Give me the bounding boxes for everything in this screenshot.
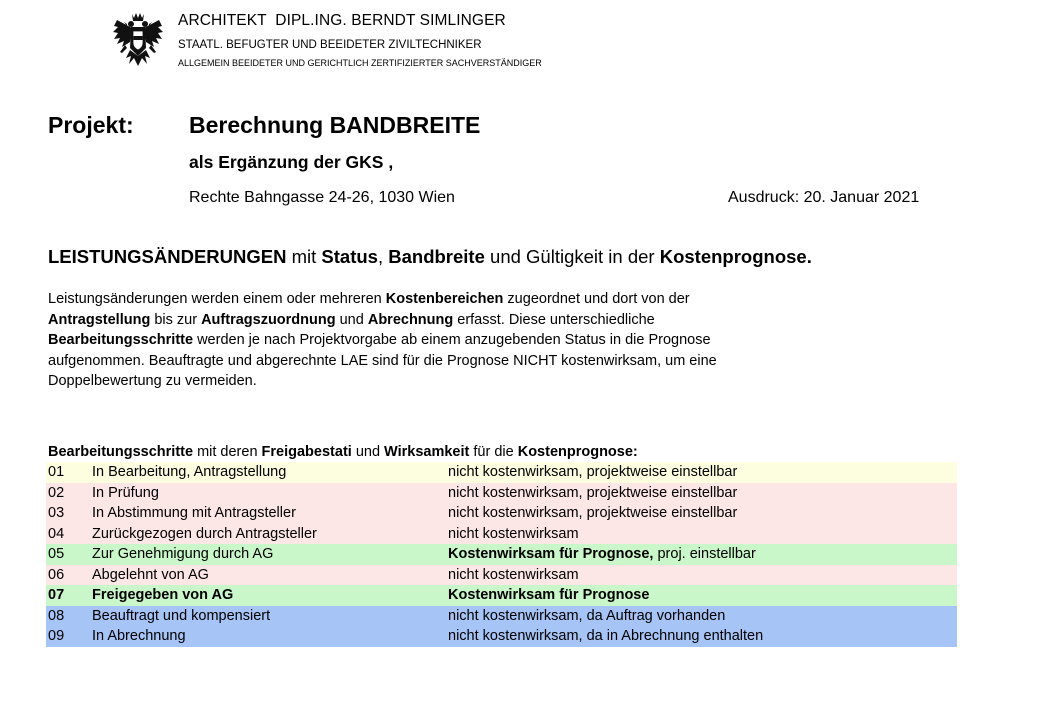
heading-part: Kostenprognose. [659,246,812,267]
status-effect: nicht kostenwirksam, projektweise einstellbar [448,505,738,521]
status-effect: nicht kostenwirksam [448,566,579,583]
heading-part: Bandbreite [388,246,485,267]
status-code: 06 [48,566,65,583]
project-label: Projekt: [48,112,134,138]
heading-part: LEISTUNGSÄNDERUNGEN [48,246,287,267]
letterhead-certification: ALLGEMEIN BEEIDETER UND GERICHTLICH ZERTIFIZIERTER SACHVERSTÄNDIGER [178,58,542,68]
status-code: 03 [48,505,65,521]
heading-part: , [377,246,389,267]
status-effect: nicht kostenwirksam, da Auftrag vorhanden [448,607,726,624]
status-row [46,626,957,647]
project-title: Berechnung BANDBREITE [189,112,481,138]
status-code: 04 [48,525,65,542]
status-code: 05 [48,546,65,562]
status-code: 01 [48,464,65,480]
status-table [46,462,957,647]
status-label: Abgelehnt von AG [92,566,209,583]
status-row [46,503,957,524]
heading-part: Status [321,246,378,267]
heading-part: mit [286,246,322,267]
project-subtitle: als Ergänzung der GKS , [189,152,394,172]
description-line: Leistungsänderungen werden einem oder mehreren Kostenbereichen zugeordnet und dort von der [48,291,690,307]
description-line: aufgenommen. Beauftragte und abgerechnte LAE sind für die Prognose NICHT kostenwirksam, um eine [48,352,717,369]
status-row [46,483,957,504]
status-effect: Kostenwirksam für Prognose, proj. einstellbar [448,546,756,562]
status-code: 08 [48,607,65,624]
status-label: Zurückgezogen durch Antragsteller [92,525,317,542]
description-paragraph [48,289,1028,392]
status-label: In Abrechnung [92,628,186,644]
letterhead-name: ARCHITEKT DIPL.ING. BERNDT SIMLINGER [178,12,506,29]
status-row [46,544,957,565]
status-label: Freigegeben von AG [92,587,234,603]
austrian-eagle-icon [113,12,163,68]
description-line: Doppelbewertung zu vermeiden. [48,373,257,389]
status-row [46,585,957,606]
description-line: Antragstellung bis zur Auftragszuordnung und Abrechnung erfasst. Diese unterschiedliche [48,311,655,328]
status-label: Zur Genehmigung durch AG [92,546,274,562]
project-address: Rechte Bahngasse 24-26, 1030 Wien [189,189,455,206]
status-label: In Abstimmung mit Antragsteller [92,505,296,521]
letterhead-title: STAATL. BEFUGTER UND BEEIDETER ZIVILTECHNIKER [178,39,482,51]
status-row [46,565,957,586]
status-row [46,462,957,483]
status-label: Beauftragt und kompensiert [92,607,271,624]
status-code: 07 [48,587,65,603]
status-row [46,606,957,627]
status-label: In Bearbeitung, Antragstellung [92,464,287,480]
status-effect: nicht kostenwirksam, projektweise einstellbar [448,464,738,480]
status-label: In Prüfung [92,484,159,501]
heading-part: und Gültigkeit in der [484,246,660,267]
status-code: 09 [48,628,65,644]
status-row [46,524,957,545]
steps-heading: Bearbeitungsschritte mit deren Freigabestati und Wirksamkeit für die Kostenprognose: [48,444,638,460]
status-effect: nicht kostenwirksam, da in Abrechnung enthalten [448,628,764,644]
status-effect: nicht kostenwirksam, projektweise einstellbar [448,484,738,501]
section-heading [48,246,812,268]
printout-date: Ausdruck: 20. Januar 2021 [728,189,920,206]
status-effect: Kostenwirksam für Prognose [448,587,650,603]
description-line: Bearbeitungsschritte werden je nach Projektvorgabe ab einem anzugebenden Status in die Prognose [48,332,711,348]
status-code: 02 [48,484,65,501]
status-effect: nicht kostenwirksam [448,525,579,542]
